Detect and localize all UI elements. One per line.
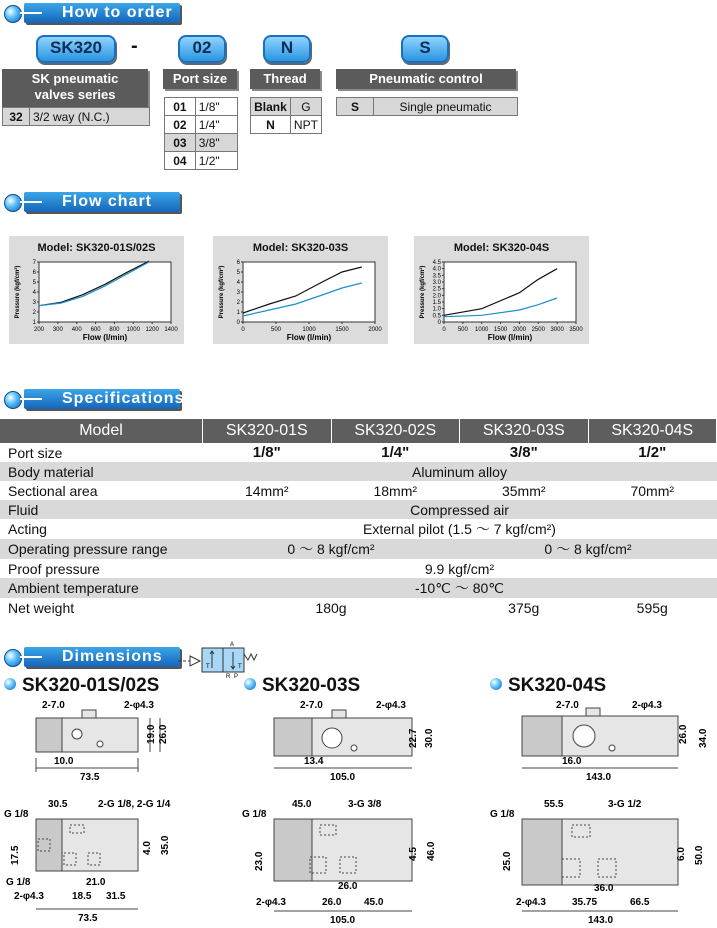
y-tick-label: 4: [32, 290, 36, 296]
svg-text:31.5: 31.5: [106, 891, 126, 902]
y-tick-label: 4.0: [432, 266, 441, 273]
svg-text:A: A: [230, 642, 235, 648]
svg-text:T: T: [206, 664, 210, 670]
x-tick-label: 1000: [126, 327, 140, 333]
svg-text:34.0: 34.0: [698, 728, 709, 748]
x-tick-label: 200: [33, 327, 45, 333]
y-tick-label: 1.5: [432, 300, 441, 306]
x-tick-label: 2000: [368, 327, 382, 333]
y-tick-label: 6: [236, 260, 240, 266]
valve-symbol-icon: [176, 640, 266, 678]
bullet-icon: [244, 678, 256, 690]
x-tick-label: 2000: [512, 327, 527, 333]
y-tick-label: 6: [32, 270, 36, 276]
svg-text:10.0: 10.0: [54, 756, 74, 767]
svg-text:2-φ4.3: 2-φ4.3: [256, 897, 286, 908]
x-tick-label: 3000: [550, 327, 564, 333]
thread-code: N: [263, 35, 311, 63]
svg-text:35.75: 35.75: [572, 897, 598, 908]
svg-text:G 1/8: G 1/8: [242, 809, 267, 820]
dim-top-01s: [0, 698, 175, 788]
x-tick-label: 1500: [335, 327, 349, 333]
svg-text:30.5: 30.5: [48, 799, 68, 810]
svg-text:36.0: 36.0: [594, 883, 614, 894]
x-tick-label: 1000: [475, 327, 489, 333]
port-size-table: 01 1/8" 02 1/4" 03 3/8" 04 1/2": [164, 97, 238, 170]
svg-text:45.0: 45.0: [364, 897, 384, 908]
svg-text:35.0: 35.0: [160, 835, 171, 855]
svg-text:25.0: 25.0: [502, 851, 513, 871]
svg-text:16.0: 16.0: [562, 756, 582, 767]
chart-1: Model: SK320-01S/02S 200 300 400 600 800 1000 1200 1400 1 2 3 4 5 6 7 Flow (l/min) Pressure (kgf/cm²): [9, 236, 184, 344]
x-tick-label: 1000: [302, 327, 316, 333]
y-tick-label: 1: [236, 310, 240, 316]
chart-3: Model: SK320-04S 0 500 1000 1500 2000 2500 3000 3500 0 0.5 1.0 1.5 2.0 2.5 3.0 3.5 4.0 4.5 Flow (l/min) Pressure (kgf/cm²): [414, 236, 589, 344]
y-tick-label: 3: [32, 300, 36, 306]
port-size-label: Port size: [163, 69, 237, 89]
y-tick-label: 2.0: [432, 293, 441, 300]
specifications-heading: Specifications: [2, 386, 192, 410]
y-tick-label: 1: [32, 320, 36, 326]
svg-text:4.0: 4.0: [142, 841, 153, 855]
dim-side-01s: [0, 795, 178, 925]
svg-text:73.5: 73.5: [78, 913, 98, 924]
y-tick-label: 0: [236, 320, 240, 326]
svg-text:21.0: 21.0: [86, 877, 106, 888]
svg-text:G 1/8: G 1/8: [4, 809, 29, 820]
svg-text:26.0: 26.0: [322, 897, 342, 908]
svg-text:2-7.0: 2-7.0: [300, 700, 323, 711]
svg-text:50.0: 50.0: [694, 845, 705, 865]
svg-text:4.5: 4.5: [408, 847, 419, 861]
x-tick-label: 400: [71, 327, 82, 333]
svg-text:R: R: [226, 674, 231, 678]
svg-text:T: T: [238, 664, 242, 670]
svg-text:2-7.0: 2-7.0: [556, 700, 579, 711]
svg-text:19.0: 19.0: [146, 724, 157, 744]
svg-text:26.0: 26.0: [158, 724, 169, 744]
dim-side-04s: [486, 795, 716, 925]
code-dash: -: [131, 35, 138, 57]
plot-area: [243, 262, 375, 322]
svg-text:143.0: 143.0: [586, 772, 612, 783]
y-tick-label: 4.5: [432, 260, 441, 266]
bullet-icon: [4, 194, 22, 212]
svg-text:30.0: 30.0: [424, 728, 435, 748]
col-header: SK320-02S: [331, 419, 460, 443]
x-tick-label: 2500: [531, 327, 545, 333]
x-tick-label: 0: [442, 327, 446, 333]
plot-area: [39, 262, 171, 322]
x-tick-label: 1500: [493, 327, 508, 333]
svg-text:G 1/8: G 1/8: [490, 809, 515, 820]
y-tick-label: 2: [32, 310, 36, 316]
x-tick-label: 600: [90, 327, 101, 333]
plot-area: [444, 262, 576, 322]
thread-label: Thread: [250, 69, 320, 89]
svg-text:3-G 3/8: 3-G 3/8: [348, 799, 382, 810]
svg-text:143.0: 143.0: [588, 915, 614, 925]
y-axis-label: Pressure (kgf/cm²): [420, 265, 426, 319]
x-axis-label: Flow (l/min): [82, 333, 128, 342]
svg-text:105.0: 105.0: [330, 915, 356, 925]
y-tick-label: 3.0: [432, 280, 441, 286]
x-axis-label: Flow (l/min): [286, 333, 332, 342]
model-title-03s: SK320-03S: [244, 675, 360, 697]
col-header: SK320-03S: [460, 419, 589, 443]
x-axis-label: Flow (l/min): [487, 333, 533, 342]
dim-top-03s: [240, 698, 440, 788]
svg-text:6.0: 6.0: [676, 847, 687, 861]
svg-text:2-φ4.3: 2-φ4.3: [516, 897, 546, 908]
bullet-icon: [4, 391, 22, 409]
svg-text:2-φ4.3: 2-φ4.3: [632, 700, 662, 711]
svg-text:46.0: 46.0: [426, 841, 437, 861]
y-tick-label: 3: [236, 290, 240, 296]
y-axis-label: Pressure (kgf/cm²): [219, 265, 225, 319]
svg-text:2-7.0: 2-7.0: [42, 700, 65, 711]
dimensions-heading: Dimensions: [2, 644, 192, 668]
chart-2: Model: SK320-03S 0 500 1000 1500 2000 0 1 2 3 4 5 6 Flow (l/min) Pressure (kgf/cm²): [213, 236, 388, 344]
svg-text:2-φ4.3: 2-φ4.3: [376, 700, 406, 711]
svg-text:17.5: 17.5: [10, 845, 21, 865]
x-tick-label: 3500: [569, 327, 583, 333]
x-tick-label: 300: [52, 327, 63, 333]
y-tick-label: 1.0: [432, 306, 441, 313]
svg-text:P: P: [234, 674, 239, 678]
bullet-icon: [4, 649, 22, 667]
bullet-icon: [490, 678, 502, 690]
y-tick-label: 2: [236, 300, 240, 306]
thread-table: Blank G N NPT: [250, 97, 322, 134]
x-tick-label: 500: [270, 327, 282, 333]
y-axis-label: Pressure (kgf/cm²): [15, 265, 21, 319]
x-tick-label: 1400: [164, 327, 178, 333]
x-tick-label: 1200: [145, 327, 159, 333]
y-tick-label: 4: [236, 280, 240, 286]
bullet-icon: [4, 678, 16, 690]
control-label: Pneumatic control: [336, 69, 516, 89]
col-header: Model: [0, 419, 203, 443]
y-tick-label: 5: [236, 270, 240, 276]
svg-text:3-G 1/2: 3-G 1/2: [608, 799, 642, 810]
model-title-04s: SK320-04S: [490, 675, 606, 697]
port-code: 02: [178, 35, 226, 63]
y-tick-label: 7: [32, 260, 36, 266]
svg-text:26.0: 26.0: [338, 881, 358, 892]
control-table: S Single pneumatic: [336, 97, 518, 116]
svg-text:13.4: 13.4: [304, 756, 324, 767]
col-header: SK320-04S: [588, 419, 717, 443]
svg-text:G 1/8: G 1/8: [6, 877, 31, 888]
series-label: SK pneumatic valves series: [2, 69, 148, 107]
svg-text:66.5: 66.5: [630, 897, 650, 908]
svg-text:18.5: 18.5: [72, 891, 92, 902]
x-tick-label: 500: [457, 327, 468, 333]
dim-side-03s: [240, 795, 445, 925]
series-table: 32 3/2 way (N.C.): [2, 107, 150, 126]
svg-text:105.0: 105.0: [330, 772, 356, 783]
x-tick-label: 0: [241, 327, 245, 333]
dim-top-04s: [486, 698, 716, 788]
control-code: S: [401, 35, 449, 63]
svg-text:23.0: 23.0: [254, 851, 265, 871]
y-tick-label: 5: [32, 280, 36, 286]
svg-text:73.5: 73.5: [80, 772, 100, 783]
bullet-icon: [4, 5, 22, 23]
svg-text:26.0: 26.0: [678, 724, 689, 744]
y-tick-label: 2.5: [432, 286, 441, 293]
x-tick-label: 800: [109, 327, 120, 333]
specifications-table: Model SK320-01S SK320-02S SK320-03S SK320-04S Port size 1/8" 1/4" 3/8" 1/2" Body material Aluminum alloy Sectional area 14mm² 18mm² 35mm² 70mm² Fluid Compressed air Acting External pilot (1.5 ～ 7 kgf/cm²) Operating pressure range 0 ～ 8 kgf/cm² 0 ～ 8 kgf/cm² Proof pressure 9.9 kgf/cm² Ambient temperature -10℃ ～ 80℃ Net weight 180g 375g 595g: [0, 419, 717, 617]
flow-chart-heading: Flow chart: [2, 189, 192, 213]
svg-text:2-φ4.3: 2-φ4.3: [124, 700, 154, 711]
model-title-01s: SK320-01S/02S: [4, 675, 159, 697]
svg-text:2-G 1/8, 2-G 1/4: 2-G 1/8, 2-G 1/4: [98, 799, 171, 810]
y-tick-label: 0.5: [432, 313, 441, 320]
svg-text:55.5: 55.5: [544, 799, 564, 810]
svg-text:45.0: 45.0: [292, 799, 312, 810]
y-tick-label: 3.5: [432, 273, 441, 280]
col-header: SK320-01S: [203, 419, 332, 443]
how-to-order-heading: How to order: [2, 0, 192, 24]
svg-text:2-φ4.3: 2-φ4.3: [14, 891, 44, 902]
y-tick-label: 0: [437, 320, 441, 326]
svg-text:22.7: 22.7: [408, 728, 419, 748]
model-code: SK320: [36, 35, 116, 63]
